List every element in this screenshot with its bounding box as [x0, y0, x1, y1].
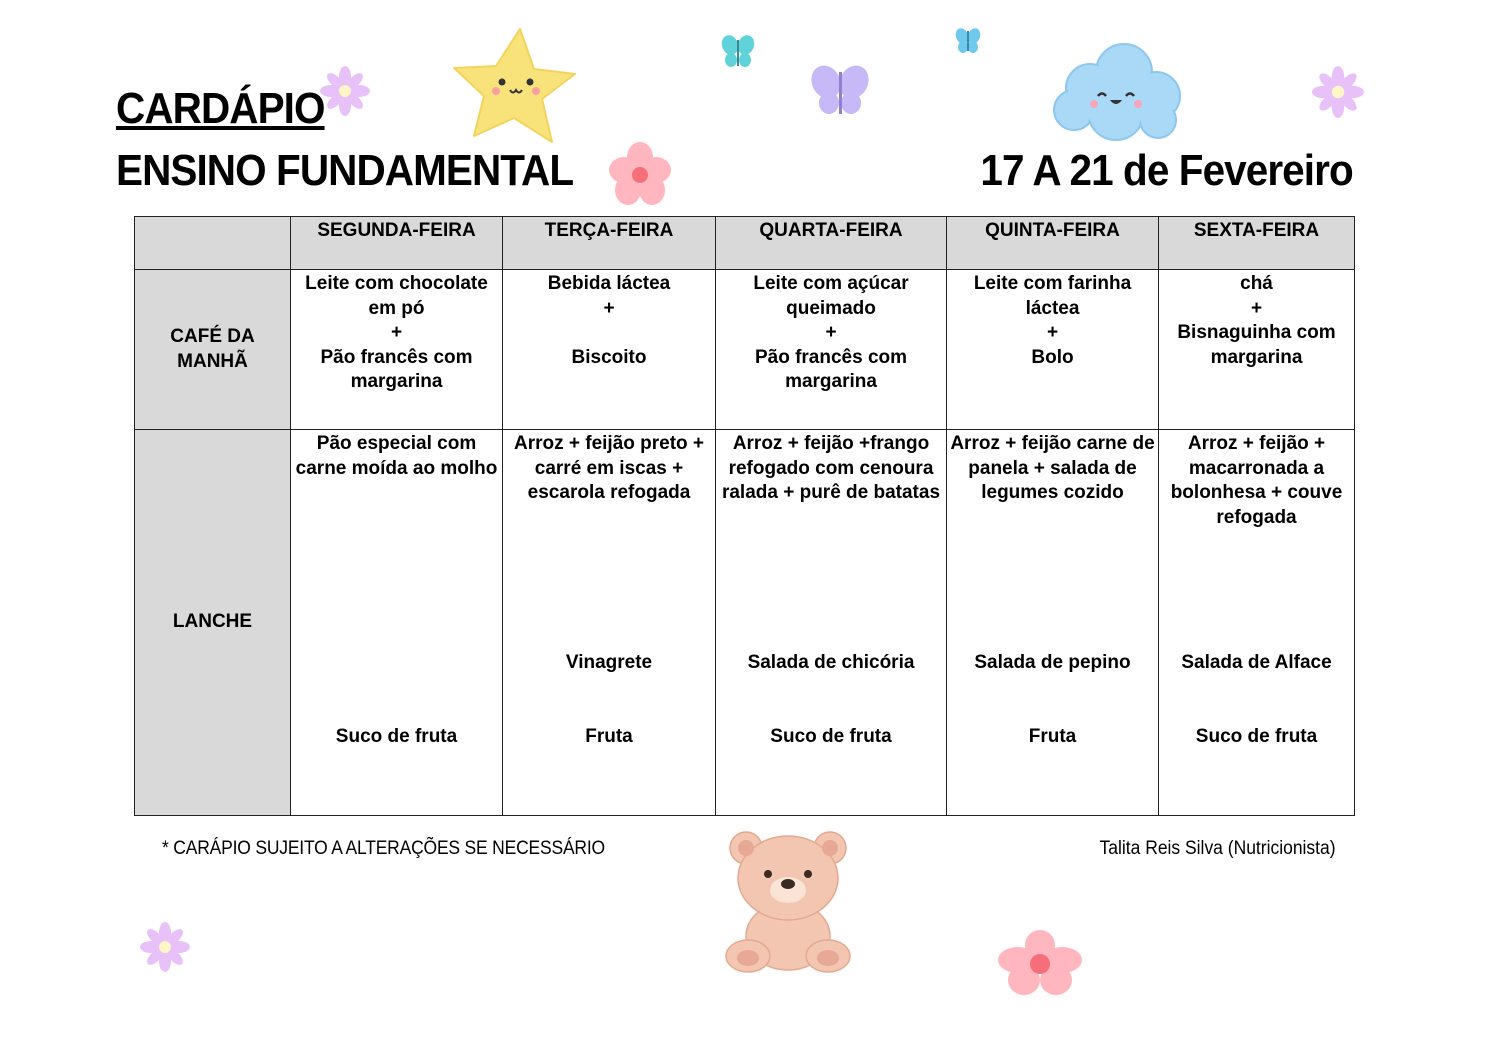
breakfast-cell [947, 270, 1159, 430]
snack-cell [716, 430, 947, 816]
cell-line: bolonhesa + couve [1170, 482, 1343, 503]
cell-line: Arroz + feijão +frango [732, 433, 930, 454]
cell-line: legumes cozido [981, 482, 1124, 503]
breakfast-cell [503, 270, 716, 430]
cell-line: Pão francês com [320, 346, 473, 368]
cell-line: Arroz + feijão preto + [513, 433, 705, 454]
butterfly-icon [718, 32, 758, 72]
cell-line: carne moída ao molho [295, 457, 498, 479]
drink-text: Suco de fruta [770, 726, 892, 747]
table-header-row [135, 217, 1355, 270]
cell-line: Bebida láctea [547, 273, 671, 294]
cloud-icon [1046, 40, 1186, 144]
salad-text: Salada de Alface [1181, 652, 1332, 673]
cell-line: margarina [350, 371, 443, 392]
lilac-flower-icon [1312, 66, 1364, 118]
cell-line: macarronada a [1188, 457, 1325, 479]
snack-cell [291, 430, 503, 816]
row-label-snack [135, 430, 291, 816]
day-header: TERÇA-FEIRA [503, 217, 716, 270]
pink-flower-icon [608, 142, 672, 208]
cell-line: margarina [785, 371, 877, 392]
cell-line: + [603, 297, 615, 319]
star-icon [450, 24, 580, 149]
disclaimer-note: * CARÁPIO SUJEITO A ALTERAÇÕES SE NECESSÁRIO [162, 838, 605, 859]
page-subtitle: ENSINO FUNDAMENTAL [116, 146, 574, 195]
salad-text: Vinagrete [565, 652, 653, 673]
drink-text: Fruta [585, 726, 633, 747]
cell-line: refogado com cenoura [728, 457, 934, 479]
cell-line: queimado [786, 297, 876, 319]
cell-line: margarina [1210, 346, 1303, 368]
cell-line: refogada [1216, 506, 1297, 528]
drink-text: Suco de fruta [335, 726, 458, 747]
row-label-breakfast [135, 270, 291, 430]
cell-line: Bolo [1031, 346, 1074, 368]
cell-line: Leite com farinha [973, 273, 1132, 294]
cell-line: em pó [368, 297, 425, 319]
cell-line [503, 321, 715, 346]
cell-line: escarola refogada [527, 482, 691, 503]
cell-line: chá [1240, 273, 1273, 294]
cell-line: + [1046, 322, 1059, 343]
nutritionist-signature: Talita Reis Silva (Nutricionista) [1099, 838, 1336, 859]
cell-line: + [390, 322, 403, 343]
day-header: SEGUNDA-FEIRA [291, 217, 503, 270]
cell-line: Arroz + feijão carne de [950, 433, 1155, 454]
menu-table [134, 216, 1355, 816]
day-header: QUINTA-FEIRA [947, 217, 1159, 270]
cell-line: Arroz + feijão + [1187, 433, 1326, 454]
cell-line: panela + salada de [968, 457, 1137, 479]
cell-line: Biscoito [571, 346, 647, 368]
butterfly-icon [952, 26, 984, 56]
breakfast-cell [1159, 270, 1355, 430]
row-label-text: LANCHE [172, 611, 253, 633]
cell-line: Pão especial com [316, 433, 477, 454]
row-label-text: CAFÉ DA MANHÃ [170, 326, 255, 372]
snack-cell [1159, 430, 1355, 816]
page-title: CARDÁPIO [116, 84, 325, 133]
day-header: SEXTA-FEIRA [1159, 217, 1355, 270]
drink-text: Fruta [1028, 726, 1077, 747]
cell-line: Leite com chocolate [305, 273, 488, 294]
date-range: 17 A 21 de Fevereiro [980, 146, 1353, 195]
breakfast-cell [716, 270, 947, 430]
cell-line: + [825, 322, 837, 343]
breakfast-cell [291, 270, 503, 430]
cell-line: carré em iscas + [534, 457, 684, 479]
table-row-breakfast [135, 270, 1355, 430]
teddy-bear-icon [718, 828, 858, 976]
pink-flower-icon [998, 930, 1082, 998]
cell-line: Pão francês com [754, 346, 908, 368]
lilac-flower-icon [320, 66, 370, 116]
butterfly-icon [806, 60, 874, 120]
salad-text: Salada de chicória [747, 652, 915, 673]
cell-line: ralada + purê de batatas [721, 482, 941, 503]
cell-line: láctea [1025, 297, 1080, 319]
snack-cell [503, 430, 716, 816]
salad-text: Salada de pepino [974, 652, 1131, 673]
header-corner-cell [135, 217, 291, 270]
cell-line: Bisnaguinha com [1177, 322, 1336, 343]
cell-line: + [1250, 297, 1263, 319]
lilac-flower-icon [140, 922, 190, 972]
cell-line: Leite com açúcar [753, 273, 909, 294]
table-row-snack [135, 430, 1355, 816]
snack-cell [947, 430, 1159, 816]
day-header: QUARTA-FEIRA [716, 217, 947, 270]
drink-text: Suco de fruta [1195, 726, 1318, 747]
